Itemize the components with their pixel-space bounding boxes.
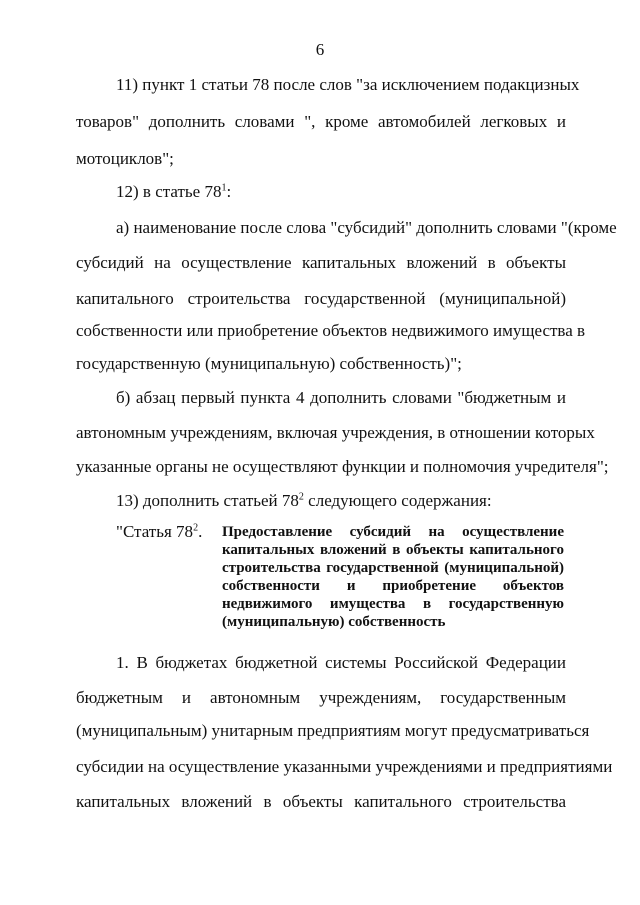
item-12-intro-text: 12) в статье 78	[116, 182, 222, 201]
page-number: 6	[315, 40, 325, 59]
article-title-line-2: капитальных вложений в объекты капитального	[222, 542, 564, 558]
item-12a-line-5: государственную (муниципальную) собственность)";	[76, 354, 462, 373]
item-11-line-1: 11) пункт 1 статьи 78 после слов "за исключением подакцизных	[116, 75, 580, 94]
item-13-tail: следующего содержания:	[303, 491, 492, 510]
item-13-superscript: 2	[298, 491, 304, 503]
item-12b-line-3: указанные органы не осуществляют функции и полномочия учредителя";	[76, 457, 609, 476]
item-12b-line-2: автономным учреждениям, включая учреждения, в отношении которых	[76, 423, 595, 442]
article-label-text: "Статья 78	[116, 522, 194, 541]
article-label-tail: .	[198, 522, 203, 541]
item-11-line-3: мотоциклов";	[76, 149, 174, 168]
item-12a-line-2: субсидий на осуществление капитальных вложений в объекты	[76, 253, 566, 272]
item-12b-line-1: б) абзац первый пункта 4 дополнить словами "бюджетным и	[116, 388, 566, 407]
article-title-line-4: собственности и приобретение объектов	[222, 578, 564, 594]
item-12a-line-4: собственности или приобретение объектов недвижимого имущества в	[76, 321, 586, 340]
clause-1-line-5: капитальных вложений в объекты капитального строительства	[76, 792, 566, 811]
clause-1-line-4: субсидии на осуществление указанными учреждениями и предприятиями	[76, 757, 613, 776]
clause-1-line-1: 1. В бюджетах бюджетной системы Российской Федерации	[116, 653, 566, 672]
item-12a-line-1: а) наименование после слова "субсидий" дополнить словами "(кроме	[116, 218, 617, 237]
article-title-line-3: строительства государственной (муниципальной)	[222, 560, 564, 576]
item-12-intro	[116, 182, 566, 202]
article-title-line-6: (муниципальную) собственность	[222, 614, 446, 630]
item-13-text: 13) дополнить статьей 78	[116, 491, 299, 510]
item-12a-line-3: капитального строительства государственной (муниципальной)	[76, 289, 566, 308]
article-label	[116, 522, 202, 542]
article-label-superscript: 2	[193, 522, 199, 534]
item-13	[116, 491, 566, 511]
clause-1-line-2: бюджетным и автономным учреждениям, государственным	[76, 688, 566, 707]
article-title-line-1: Предоставление субсидий на осуществление	[222, 524, 564, 540]
item-11-line-2: товаров" дополнить словами ", кроме автомобилей легковых и	[76, 112, 566, 131]
clause-1-line-3: (муниципальным) унитарным предприятиям могут предусматриваться	[76, 721, 590, 740]
item-12-intro-tail: :	[226, 182, 232, 201]
item-12-superscript: 1	[221, 182, 227, 194]
article-title-line-5: недвижимого имущества в государственную	[222, 596, 564, 612]
